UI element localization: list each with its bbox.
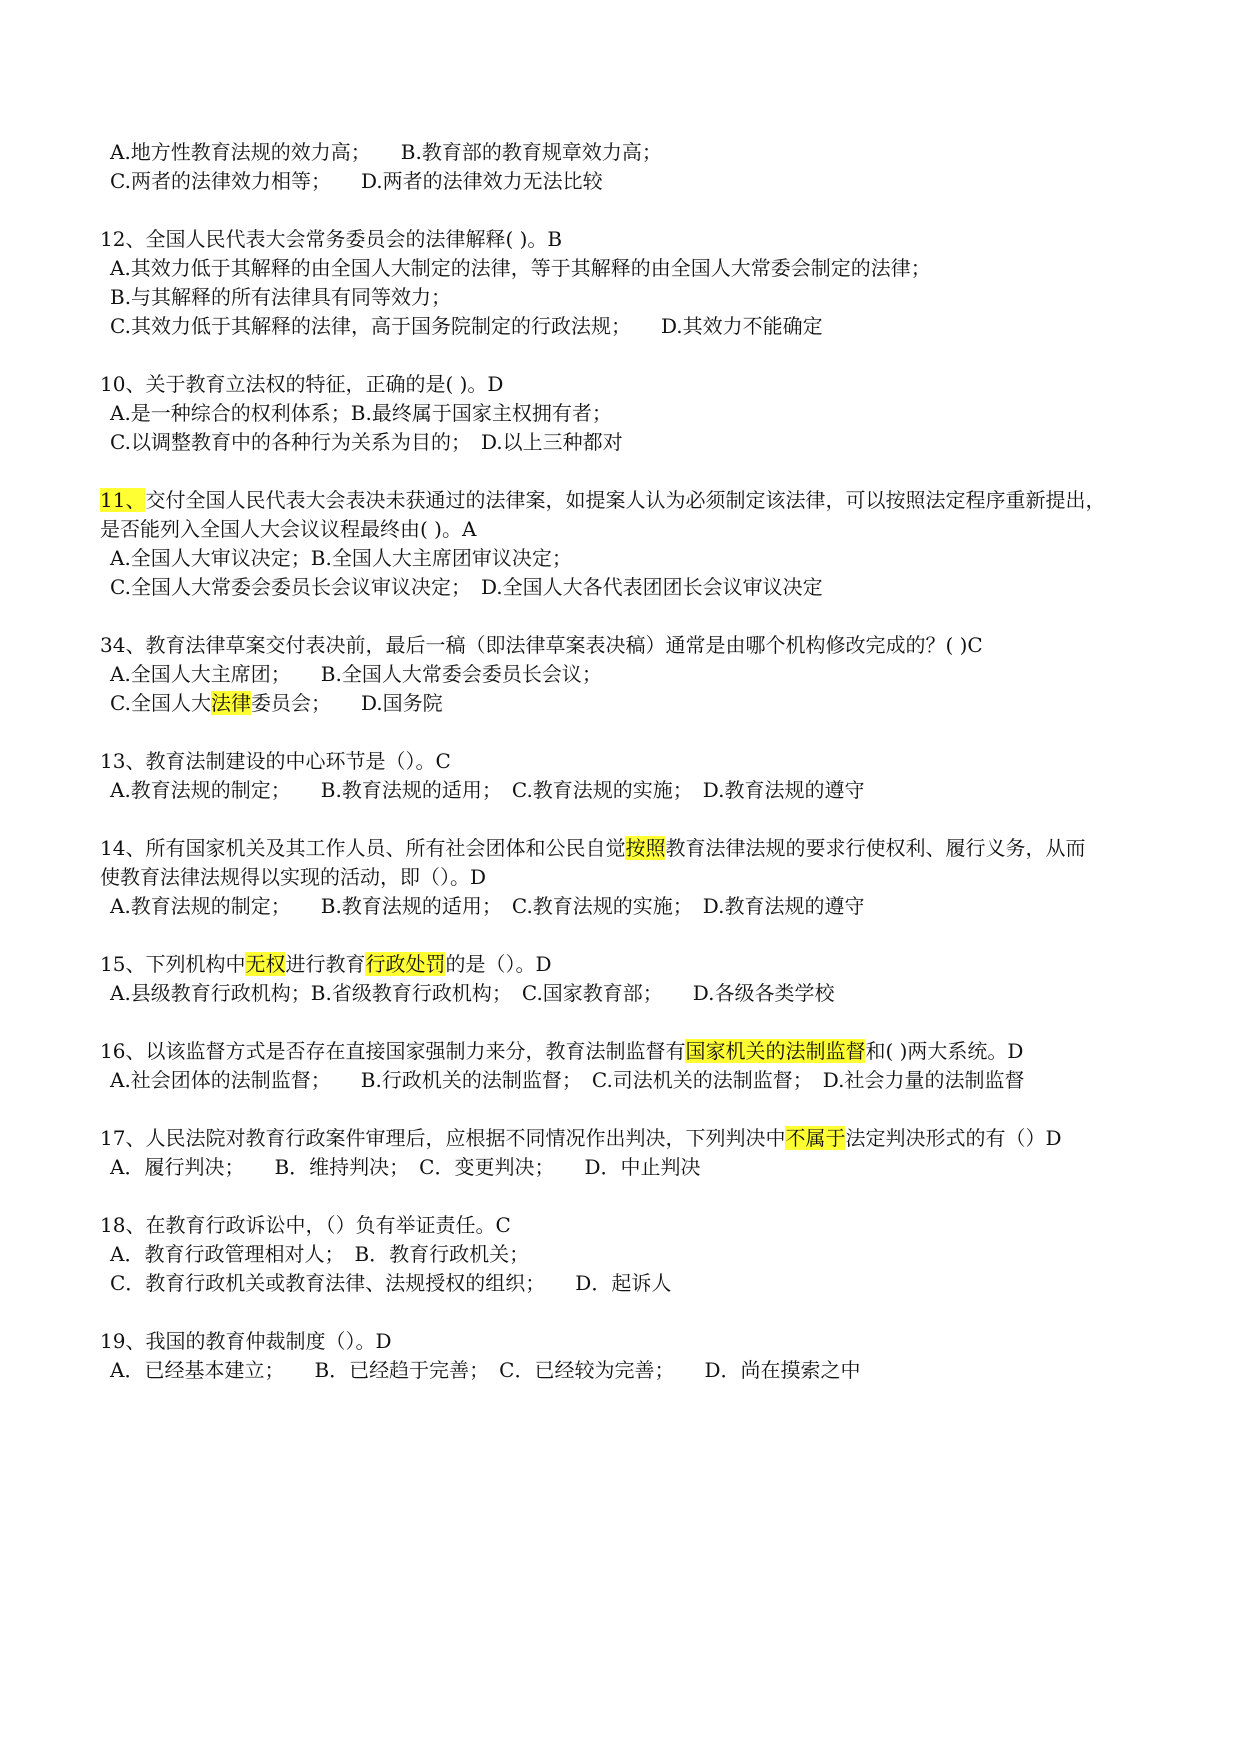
text-line-23 (110, 979, 834, 1007)
text-line-3 (100, 225, 562, 253)
text-segment: A.地方性教育法规的效力高； B.教育部的教育规章效力高； (110, 140, 662, 164)
text-line-29 (110, 1240, 529, 1268)
text-line-9 (110, 428, 623, 456)
text-segment: 17、人民法院对教育行政案件审理后，应根据不同情况作出判决，下列判决中 (100, 1126, 786, 1150)
text-segment: 16、以该监督方式是否存在直接国家强制力来分，教育法制监督有 (100, 1039, 686, 1063)
text-segment: A.教育法规的制定； B.教育法规的适用； C.教育法规的实施； D.教育法规的遵守 (110, 894, 865, 918)
text-segment: A.其效力低于其解释的由全国人大制定的法律，等于其解释的由全国人大常委会制定的法律； (110, 256, 931, 280)
text-segment: 14、所有国家机关及其工作人员、所有社会团体和公民自觉 (100, 836, 626, 860)
text-segment: C.其效力低于其解释的法律，高于国务院制定的行政法规； D.其效力不能确定 (110, 314, 823, 338)
text-line-7 (100, 370, 503, 398)
text-line-17 (100, 747, 451, 775)
text-line-14 (100, 631, 983, 659)
text-segment: A.全国人大审议决定；B.全国人大主席团审议决定； (110, 546, 572, 570)
text-segment: A.教育法规的制定； B.教育法规的适用； C.教育法规的实施； D.教育法规的遵守 (110, 778, 865, 802)
text-line-28 (100, 1211, 511, 1239)
text-segment: 使教育法律法规得以实现的活动，即（）。D (100, 865, 487, 889)
text-segment: 进行教育 (285, 952, 366, 976)
text-line-5 (110, 283, 451, 311)
text-line-11 (100, 515, 476, 543)
highlighted-text: 11、 (100, 488, 146, 512)
highlighted-text: 法律 (210, 691, 251, 715)
text-segment: 是否能列入全国人大会议议程最终由( )。A (100, 517, 477, 541)
text-line-8 (110, 399, 612, 427)
highlighted-text: 行政处罚 (365, 952, 446, 976)
text-line-25 (110, 1066, 1024, 1094)
highlighted-text: 按照 (625, 836, 666, 860)
text-segment: 13、教育法制建设的中心环节是（）。C (100, 749, 451, 773)
text-segment: 12、全国人民代表大会常务委员会的法律解释( )。B (100, 227, 563, 251)
text-segment: B.与其解释的所有法律具有同等效力； (110, 285, 452, 309)
text-segment: 19、我国的教育仲裁制度（）。D (100, 1329, 392, 1353)
text-line-10 (100, 486, 1105, 514)
text-segment: C.全国人大 (110, 691, 211, 715)
text-segment: A.社会团体的法制监督； B.行政机关的法制监督； C.司法机关的法制监督； D.社会力量的法制监督 (110, 1068, 1025, 1092)
text-line-1 (110, 138, 662, 166)
text-line-32 (110, 1356, 860, 1384)
highlighted-text: 不属于 (785, 1126, 846, 1150)
text-line-12 (110, 544, 572, 572)
text-line-19 (100, 834, 1085, 862)
text-segment: A.县级教育行政机构；B.省级教育行政机构； C.国家教育部； D.各级各类学校 (110, 981, 835, 1005)
text-line-26 (100, 1124, 1062, 1152)
text-line-18 (110, 776, 864, 804)
text-line-4 (110, 254, 931, 282)
text-segment: 教育法律法规的要求行使权利、履行义务，从而 (665, 836, 1086, 860)
text-line-21 (110, 892, 864, 920)
highlighted-text: 国家机关的法制监督 (685, 1039, 866, 1063)
text-line-20 (100, 863, 486, 891)
text-segment: C．教育行政机关或教育法律、法规授权的组织； D．起诉人 (110, 1271, 672, 1295)
highlighted-text: 无权 (245, 952, 286, 976)
text-segment: 15、下列机构中 (100, 952, 246, 976)
text-segment: A.全国人大主席团； B.全国人大常委会委员长会议； (110, 662, 602, 686)
text-segment: 交付全国人民代表大会表决未获通过的法律案，如提案人认为必须制定该法律，可以按照法定程序重新提出， (145, 488, 1106, 512)
text-line-24 (100, 1037, 1023, 1065)
text-segment: C.全国人大常委会委员长会议审议决定； D.全国人大各代表团团长会议审议决定 (110, 575, 823, 599)
text-line-6 (110, 312, 823, 340)
text-line-2 (110, 167, 603, 195)
text-segment: 34、教育法律草案交付表决前，最后一稿（即法律草案表决稿）通常是由哪个机构修改完成的？( )C (100, 633, 983, 657)
text-segment: 法定判决形式的有（）D (845, 1126, 1062, 1150)
text-line-30 (110, 1269, 671, 1297)
text-line-13 (110, 573, 823, 601)
text-line-16 (110, 689, 443, 717)
text-line-15 (110, 660, 602, 688)
text-segment: A．履行判决； B．维持判决； C．变更判决； D．中止判决 (110, 1155, 701, 1179)
text-line-31 (100, 1327, 391, 1355)
text-line-27 (110, 1153, 700, 1181)
text-segment: 18、在教育行政诉讼中，（）负有举证责任。C (100, 1213, 511, 1237)
text-segment: 委员会； D.国务院 (250, 691, 443, 715)
text-line-22 (100, 950, 552, 978)
text-segment: C.以调整教育中的各种行为关系为目的； D.以上三种都对 (110, 430, 623, 454)
text-segment: 的是（）。D (445, 952, 552, 976)
text-segment: A.是一种综合的权利体系；B.最终属于国家主权拥有者； (110, 401, 612, 425)
text-segment: C.两者的法律效力相等； D.两者的法律效力无法比较 (110, 169, 603, 193)
text-segment: A．教育行政管理相对人； B．教育行政机关； (110, 1242, 530, 1266)
text-segment: A．已经基本建立； B．已经趋于完善； C．已经较为完善； D．尚在摸索之中 (110, 1358, 861, 1382)
text-segment: 10、关于教育立法权的特征，正确的是( )。D (100, 372, 504, 396)
text-segment: 和( )两大系统。D (865, 1039, 1024, 1063)
